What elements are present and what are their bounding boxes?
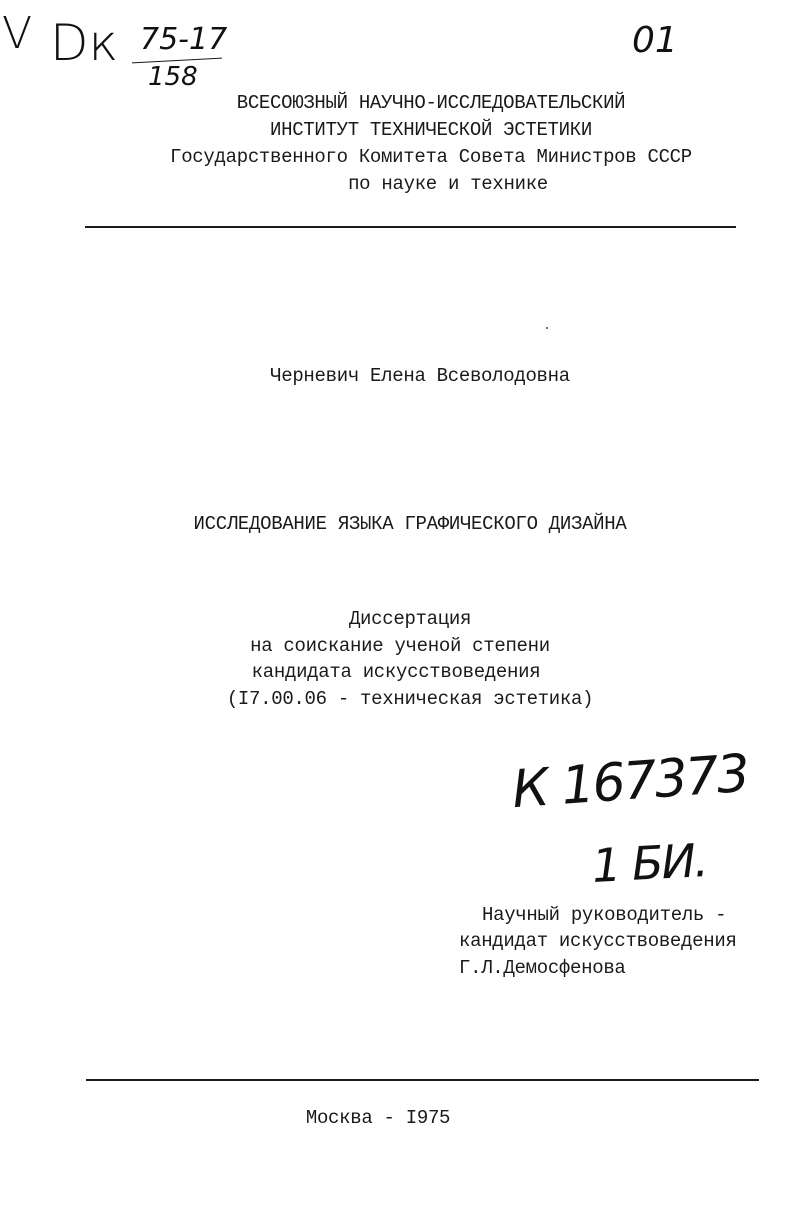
thesis-line-1: Диссертация: [348, 608, 472, 630]
header-line-1: ВСЕСОЮЗНЫЙ НАУЧНО-ИССЛЕДОВАТЕЛЬСКИЙ: [236, 92, 626, 114]
dissertation-title: ИССЛЕДОВАНИЕ ЯЗЫКА ГРАФИЧЕСКОГО ДИЗАЙНА: [193, 513, 627, 535]
handwritten-shelf-number-bottom: 158: [148, 62, 198, 92]
author-name: Черневич Елена Всеволодовна: [270, 365, 570, 387]
thesis-line-3: кандидата искусствоведения: [251, 661, 541, 683]
handwritten-shelf-number-top: 75-17: [140, 22, 228, 57]
place-and-year: Москва - I975: [305, 1107, 451, 1129]
header-line-2: ИНСТИТУТ ТЕХНИЧЕСКОЙ ЭСТЕТИКИ: [270, 119, 592, 141]
thesis-line-4: (I7.00.06 - техническая эстетика): [226, 688, 594, 710]
supervisor-line-3: Г.Л.Демосфенова: [459, 957, 626, 979]
thesis-line-2: на соискание ученой степени: [250, 635, 550, 657]
handwritten-inventory-number: К 167373: [510, 743, 750, 821]
handwritten-shelf-prefix: Dк: [50, 14, 119, 72]
handwritten-corner-mark: 01: [632, 20, 678, 61]
paper-speck: [546, 327, 548, 329]
handwritten-check-mark: V: [2, 8, 33, 59]
header-line-4: по науке и технике: [348, 173, 548, 195]
supervisor-line-2: кандидат искусствоведения: [459, 930, 737, 952]
header-line-3: Государственного Комитета Совета Министров СССР: [170, 146, 692, 168]
footer-divider: [86, 1079, 759, 1081]
handwritten-inventory-note: 1 БИ.: [590, 833, 708, 893]
supervisor-line-1: Научный руководитель -: [482, 904, 727, 926]
header-divider: [85, 226, 736, 228]
